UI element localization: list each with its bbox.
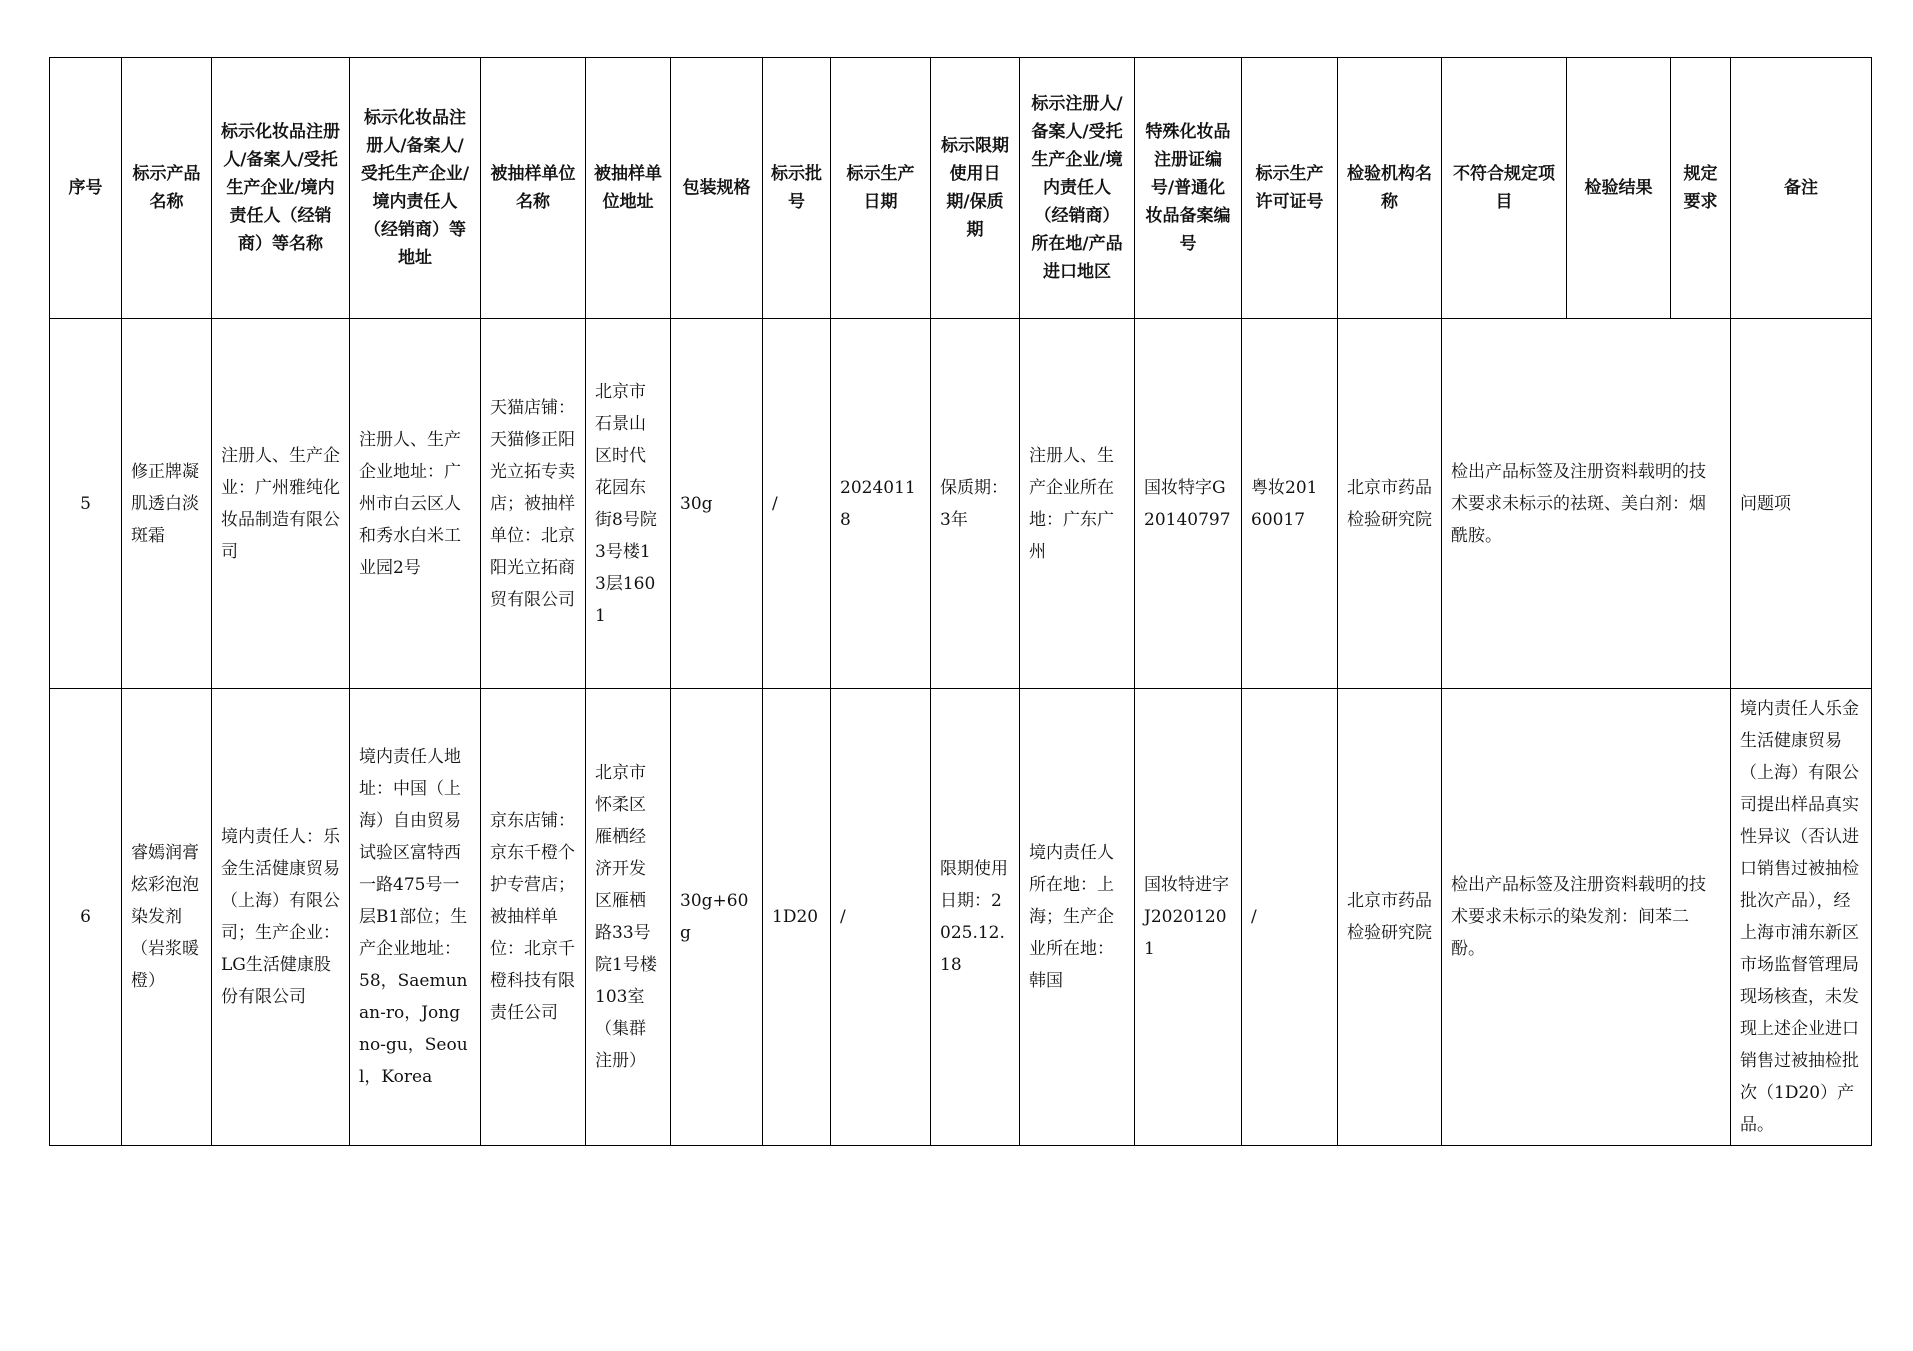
header-test-result: 检验结果 [1567, 58, 1671, 319]
cell-registrant-address: 境内责任人地址：中国（上海）自由贸易试验区富特西一路475号一层B1部位；生产企业地址：58，Saemunan-ro，Jongno-gu，Seoul，Korea [350, 689, 481, 1146]
cell-production-date: / [831, 689, 931, 1146]
header-registrant-name: 标示化妆品注册人/备案人/受托生产企业/境内责任人（经销商）等名称 [212, 58, 350, 319]
cell-location: 注册人、生产企业所在地：广东广州 [1020, 319, 1135, 689]
cell-sampled-unit-address: 北京市石景山区时代花园东街8号院3号楼13层1601 [586, 319, 671, 689]
header-testing-lab: 检验机构名称 [1338, 58, 1442, 319]
cell-product-name: 修正牌凝肌透白淡斑霜 [122, 319, 212, 689]
cell-expiry: 保质期：3年 [931, 319, 1020, 689]
cell-remark: 境内责任人乐金生活健康贸易（上海）有限公司提出样品真实性异议（否认进口销售过被抽检批次产品），经上海市浦东新区市场监督管理局现场核查，未发现上述企业进口销售过被抽检批次（1D20）产品。 [1731, 689, 1872, 1146]
header-row [50, 58, 1872, 319]
cell-remark: 问题项 [1731, 319, 1872, 689]
cell-expiry: 限期使用日期：2025.12.18 [931, 689, 1020, 1146]
header-package-spec: 包装规格 [671, 58, 763, 319]
table-row [50, 319, 1872, 689]
cell-location: 境内责任人所在地：上海；生产企业所在地：韩国 [1020, 689, 1135, 1146]
header-nonconforming-items: 不符合规定项目 [1442, 58, 1567, 319]
cell-testing-lab: 北京市药品检验研究院 [1338, 319, 1442, 689]
header-registrant-address: 标示化妆品注册人/备案人/受托生产企业/境内责任人（经销商）等地址 [350, 58, 481, 319]
cell-sampled-unit-name: 京东店铺：京东千橙个护专营店；被抽样单位：北京千橙科技有限责任公司 [481, 689, 586, 1146]
header-requirement: 规定要求 [1671, 58, 1731, 319]
header-expiry: 标示限期使用日期/保质期 [931, 58, 1020, 319]
table-row [50, 689, 1872, 1146]
cell-sampled-unit-name: 天猫店铺：天猫修正阳光立拓专卖店；被抽样单位：北京阳光立拓商贸有限公司 [481, 319, 586, 689]
header-location: 标示注册人/备案人/受托生产企业/境内责任人（经销商）所在地/产品进口地区 [1020, 58, 1135, 319]
cell-production-license: 粤妆20160017 [1242, 319, 1338, 689]
cell-product-name: 睿嫣润膏炫彩泡泡染发剂（岩浆暖橙） [122, 689, 212, 1146]
header-product-name: 标示产品名称 [122, 58, 212, 319]
header-remark: 备注 [1731, 58, 1872, 319]
header-production-license: 标示生产许可证号 [1242, 58, 1338, 319]
header-sampled-unit-address: 被抽样单位地址 [586, 58, 671, 319]
cell-registrant-address: 注册人、生产企业地址：广州市白云区人和秀水白米工业园2号 [350, 319, 481, 689]
cell-registration-number: 国妆特字G20140797 [1135, 319, 1242, 689]
cell-batch-number: / [763, 319, 831, 689]
cell-seq: 5 [50, 319, 122, 689]
header-production-date: 标示生产日期 [831, 58, 931, 319]
cell-production-license: / [1242, 689, 1338, 1146]
header-batch-number: 标示批号 [763, 58, 831, 319]
cell-seq: 6 [50, 689, 122, 1146]
cell-registrant-name: 注册人、生产企业：广州雅纯化妆品制造有限公司 [212, 319, 350, 689]
cell-package-spec: 30g+60g [671, 689, 763, 1146]
report-page [49, 57, 1871, 1146]
header-sampled-unit-name: 被抽样单位名称 [481, 58, 586, 319]
cell-batch-number: 1D20 [763, 689, 831, 1146]
cell-registrant-name: 境内责任人：乐金生活健康贸易（上海）有限公司；生产企业：LG生活健康股份有限公司 [212, 689, 350, 1146]
cell-package-spec: 30g [671, 319, 763, 689]
cell-registration-number: 国妆特进字J20201201 [1135, 689, 1242, 1146]
cell-testing-lab: 北京市药品检验研究院 [1338, 689, 1442, 1146]
cell-nonconformity-result: 检出产品标签及注册资料载明的技术要求未标示的祛斑、美白剂：烟酰胺。 [1442, 319, 1731, 689]
cell-nonconformity-result: 检出产品标签及注册资料载明的技术要求未标示的染发剂：间苯二酚。 [1442, 689, 1731, 1146]
cell-sampled-unit-address: 北京市怀柔区雁栖经济开发区雁栖路33号院1号楼103室（集群注册） [586, 689, 671, 1146]
header-registration-number: 特殊化妆品注册证编号/普通化妆品备案编号 [1135, 58, 1242, 319]
header-seq: 序号 [50, 58, 122, 319]
cell-production-date: 20240118 [831, 319, 931, 689]
inspection-table [49, 57, 1872, 1146]
